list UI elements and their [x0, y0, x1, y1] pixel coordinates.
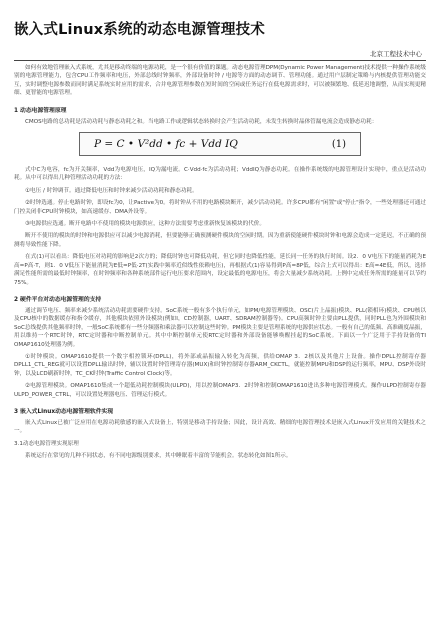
- section-1-bullet-2: ②时钟选通。停止电路时钟，即设fc为0，让Pactive为0。将时钟从不用的电路模块断开，减少活动功耗。许多CPU都有"闲置"或"停止"指令，一些处理器还可通过门控关闭非CPU时钟模块，如高速缓存、DMA外设等。: [14, 200, 426, 215]
- intro-paragraph: 如何有效地管理嵌入式系统，尤其是移动终端的电源功耗，是一个很有价值的课题。动态电源管理DPM(Dynamic Power Management)技术提供一种操作系统级别的电源管理能力，包含CPU工作频率和电压，外部总线时钟频率，外部设备时钟 / 电源等方面的动态调节、管理功能。通过用户层制定策略与内核提供管理功能交互，实时调整电源参数而同时满足系统实时应用的需求，合并电源管理参数在短时间的空闲或任务运行在低电源需求时，可以被频繁地、低延迟地调整，从而实现更精细、更智能的电源管理。: [14, 65, 426, 97]
- section-2-paragraph-1: 通过调节电压、频率来减少系统活动功耗需要硬件支持。SoC系统一般有多个执行单元，如PM/电源管理模块、OSC(片上晶振)模块、PLL(锁相环)模块、CPU核以及CPU核中的数据缓存和指令缓存，其他模块依照外设模块(例如I，CD控制器，UART、SDRAM控制器等)。CPU高频时钟主要由PLL提供，同时PLL也为外围模块和SoC总线提供其他频率时钟，一般SoC系统都有一些分频器和乘法器可以控制这些时钟。PM模块主要是管理系统的电源供应状态。一般有自己的低频、高准确度晶振，用以维持一个RTC时钟，RTC定时器和中断控制单元。其中中断控制单元使RTC定时器和外部设备能够唤醒挂起的SoC系统。下面以一个广泛用于手持设备的TI OMAP1610处理器为例。: [14, 307, 426, 348]
- formula-box: [79, 132, 361, 156]
- section-1-bullet-1: ①电压 / 时钟调节。通过降低电压和时钟来减少活动功耗和静态功耗。: [25, 187, 198, 194]
- divider: [14, 60, 426, 61]
- section-2-bullet-2: ②电源管理模块。OMAP1610集成一个超低功耗控制模块(ULPD)，用以控制OMAP3．2时钟和控制OMAP1610进出多种电源管理模式。操作ULPD控制寄存器ULPD_POWER_CTRL，可以设置处理器电压、管理运行模式。: [14, 383, 426, 398]
- section-3-paragraph-2: 系统运行在常见的几种不同状态，有不同电源级别要求，其中睡眠着丰富的节能机会。状态转化如图1所示。: [25, 453, 292, 460]
- formula-equation: P = C • V²dd • fc + Vdd IQ: [94, 138, 238, 151]
- section-2-bullet-1: ①时钟模块。OMAP1610提供一个数字相控锁环(DPLL)，将外部或晶振输入转化为高频，供给OMAP 3．2核以及其他片上设备。操作DPLL控制寄存器DPLL1_CTL_REG就可以设置DPLL输出时钟，辅以设置时钟管理寄存器(MUX)和时钟控制寄存器ARM_CKCTL，就能控制MPU和DSP的运行频率，MPU、DSP外设时钟，以及LCD刷新时钟，TC_CK时钟(Traffic Control Clock)等。: [14, 353, 426, 377]
- section-1-bullet-3: ③电源供应选通。断开电路中不使用的模块电源供应，这种方法需要考虑重新恢复该模块的代价。: [25, 221, 265, 228]
- section-3-heading: 3 嵌入式Linux动态电源管理软件实现: [14, 408, 114, 415]
- section-1-paragraph-4: 在式(1)可以看出：降低电压对功耗的影响是2次方的；降低时钟也可降低功耗，但它同时也降低性能，延长同一任务的执行时间。设2．0 V电压下的能量消耗为E高=P高·T，则1．0 V低压下能量消耗为E低=P低·2T(实践中频率近似线性依赖电压)，再根据式(1)容易得到P高=8P低，综合上式可以得出：E高=4E低，所以，选择满足性能所需的最低时钟频率，在时钟频率和各种系统部件运行电压要求范围内，设定最低的电源电压，将会大量减少系统功耗。上例中完成任务所需的能量可以节约75%。: [14, 254, 426, 286]
- author-affiliation: 北京工程技术中心: [370, 50, 422, 58]
- section-1-paragraph-3: 断开不使用的模块的时钟和电源供应可以减少电源消耗，但要能够正确预测硬件模块的空闲时期。因为重新使能硬件模块时钟和电源会造成一定延迟，不正确的预测将导致性能下降。: [14, 233, 426, 248]
- section-1-heading: 1 动态电源管理原理: [14, 107, 67, 114]
- section-2-heading: 2 硬件平台对动态电源管理的支持: [14, 296, 102, 303]
- section-3-subheading: 3.1动态电源管理实现原理: [14, 440, 79, 447]
- document-title: 嵌入式Linux系统的动态电源管理技术: [14, 22, 266, 38]
- section-1-paragraph-1: CMOS电路的总功耗是活动功耗与静态功耗之和。当电路工作或逻辑状态转换时会产生活动功耗，未发生转换时晶体管漏电流会造成静态功耗：: [25, 118, 378, 125]
- section-1-paragraph-2: 式中C为电容，fc为开关频率，Vdd为电源电压，IQ为漏电流。C·Vdd·fc为活动功耗；VddIQ为静态功耗。在操作系统级的电源管理设计实现中，重点是活动功耗。从中可以得出几种管理活动功耗的方法：: [14, 167, 426, 182]
- section-3-paragraph-1: 嵌入式Linux已被广泛应用在电源功耗敏感的嵌入式设备上，特别是移动手持设备；因此，设计高效、精细的电源管理技术是嵌入式Linux开发应用的关键技术之一。: [14, 419, 426, 435]
- formula-number: (1): [331, 138, 346, 150]
